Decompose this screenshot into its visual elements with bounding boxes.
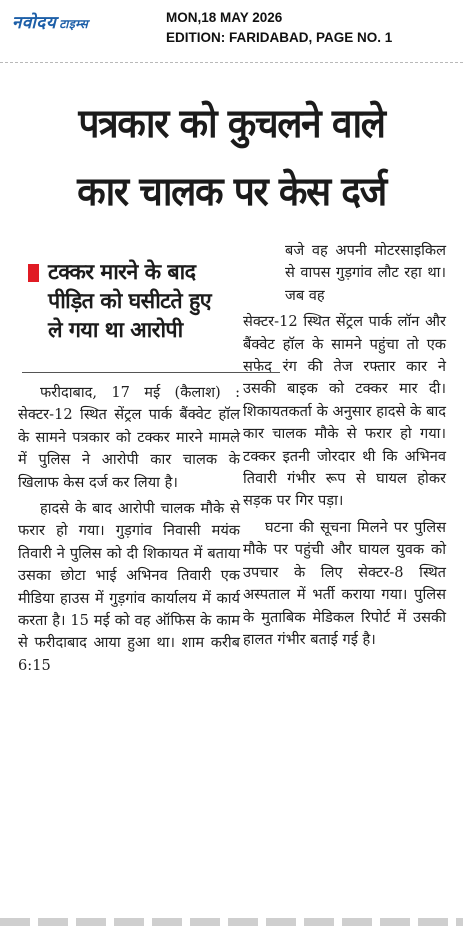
deck-divider <box>22 372 280 373</box>
article-body-left-column <box>18 382 240 677</box>
deck-line-3: ले गया था आरोपी <box>48 318 183 343</box>
edition-line: EDITION: FARIDABAD, PAGE NO. 1 <box>166 30 393 45</box>
headline-line-2: कार चालक पर केस दर्ज <box>77 169 386 215</box>
body-paragraph: सेक्टर-12 स्थित सेंट्रल पार्क लॉन और बैंक्वेट हॉल के सामने पहुंचा तो एक सफेद रंग की तेज रफ्तार कार ने उसकी बाइक को टक्कर मार दी। शिकायतकर्ता के अनुसार हादसे के बाद कार चालक मौके से फरार हो गया। टक्कर इतनी जोरदार थी कि अभिनव तिवारी गंभीर रूप से घायल होकर सड़क पर गिर पड़ा। <box>243 313 446 510</box>
body-paragraph: हादसे के बाद आरोपी चालक मौके से फरार हो गया। गुड़गांव निवासी मयंक तिवारी ने पुलिस को दी शिकायत में बताया उसका छोटा भाई अभिनव तिवारी एक मीडिया हाउस में गुड़गांव कार्यालय में कार्य करता है। 15 मई को वह ऑफिस के काम से फरीदाबाद आया हुआ था। शाम करीब 6:15 <box>18 500 240 674</box>
deck-line-2: पीड़ित को घसीटते हुए <box>48 289 212 314</box>
body-paragraph: फरीदाबाद, 17 मई (कैलाश) : सेक्टर-12 स्थित सेंट्रल पार्क बैंक्वेट हॉल के सामने पत्रकार को टक्कर मारने मामले में पुलिस ने आरोपी कार चालक के खिलाफ केस दर्ज कर लिया है। <box>18 384 240 491</box>
date-line: MON,18 MAY 2026 <box>166 10 283 25</box>
article-body-right-column <box>243 240 446 651</box>
newspaper-logo <box>12 10 88 33</box>
logo-sub-text: टाइम्स <box>59 17 89 31</box>
body-paragraph: घटना की सूचना मिलने पर पुलिस मौके पर पहुंची और घायल युवक को उपचार के लिए सेक्टर-8 स्थित अस्पताल में भर्ती कराया गया। पुलिस के मुताबिक मेडिकल रिपोर्ट में उसकी हालत गंभीर बताई गई है। <box>243 518 446 648</box>
body-paragraph: बजे वह अपनी मोटरसाइकिल से वापस गुड़गांव लौट रहा था। जब वह <box>285 242 446 304</box>
masthead-divider <box>0 62 463 63</box>
deck-line-1: टक्कर मारने के बाद <box>48 260 196 285</box>
headline <box>16 90 447 226</box>
next-article-edge <box>0 918 463 926</box>
subheadline <box>22 258 272 345</box>
masthead <box>0 0 463 58</box>
edition-info <box>166 8 392 48</box>
headline-line-1: पत्रकार को कुचलने वाले <box>78 101 385 147</box>
logo-main-text: नवोदय <box>12 13 57 33</box>
